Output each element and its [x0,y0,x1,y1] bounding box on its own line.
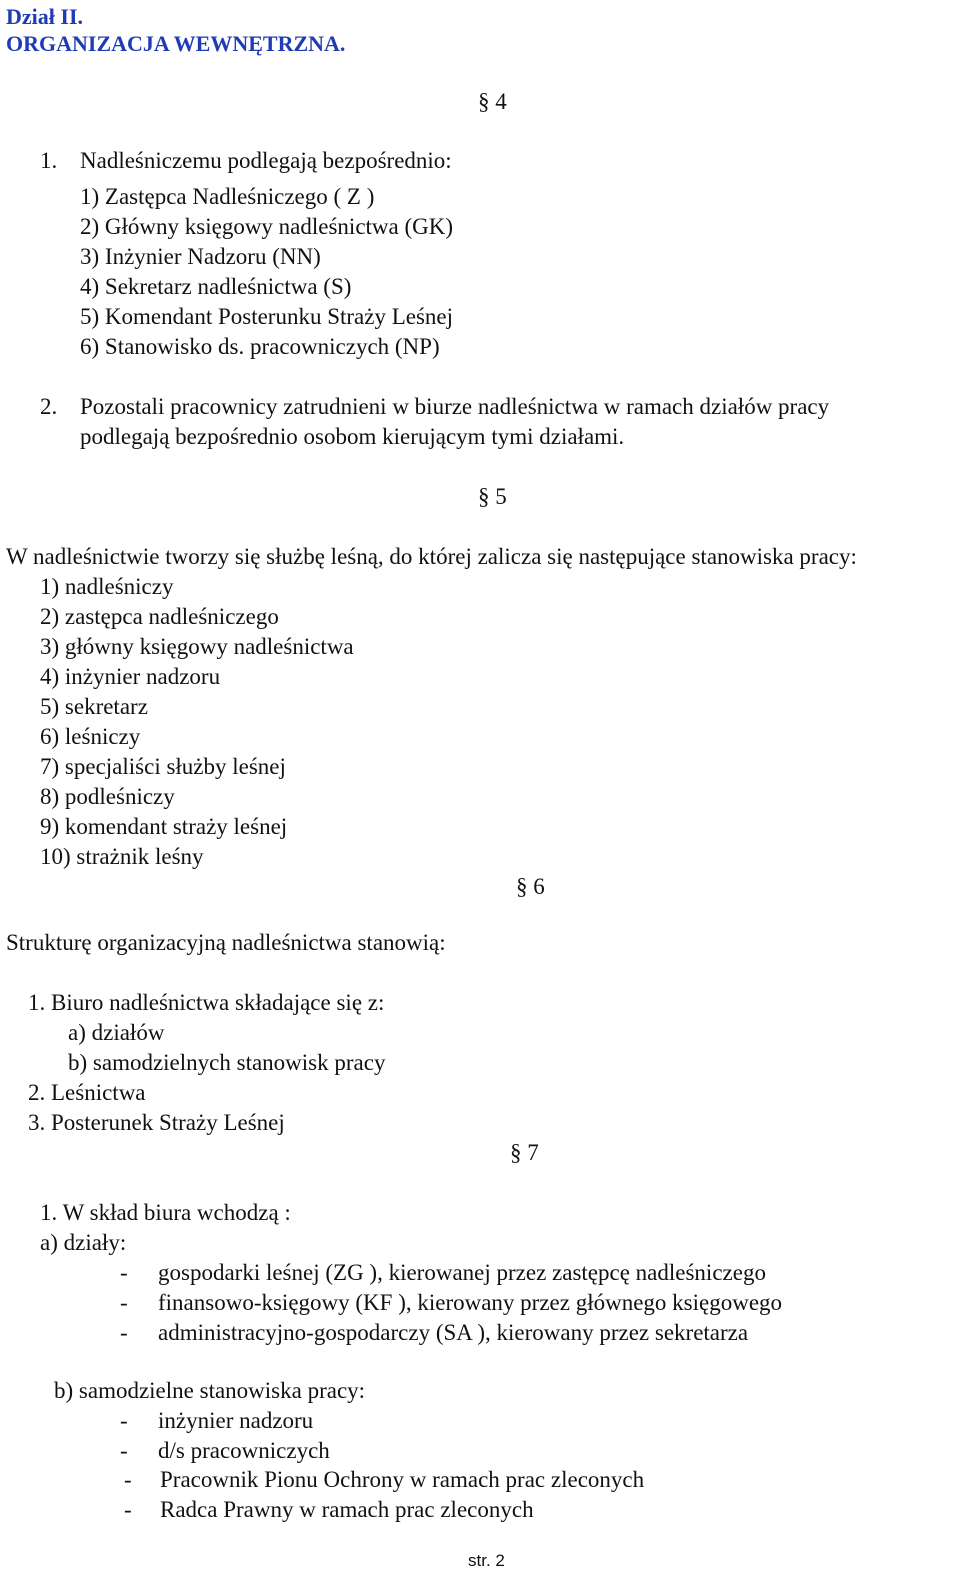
list-item: 6) Stanowisko ds. pracowniczych (NP) [80,334,440,359]
paragraph-mark-7: § 7 [510,1140,539,1165]
dash-bullet: - [120,1290,128,1315]
dash-bullet: - [124,1497,132,1522]
point-text: 1. W skład biura wchodzą : [40,1200,291,1225]
list-subitem: inżynier nadzoru [158,1408,314,1433]
list-item: 2) zastępca nadleśniczego [40,604,279,629]
section-heading: Dział II. [6,4,83,29]
list-subitem: gospodarki leśnej (ZG ), kierowanej przez zastępcę nadleśniczego [158,1260,766,1285]
dash-bullet: - [120,1260,128,1285]
dash-bullet: - [120,1438,128,1463]
list-item: 1) nadleśniczy [40,574,174,599]
list-subitem: finansowo-księgowy (KF ), kierowany przez głównego księgowego [158,1290,783,1315]
list-item: 2) Główny księgowy nadleśnictwa (GK) [80,214,454,239]
paragraph-mark-4: § 4 [478,89,507,114]
list-item: 9) komendant straży leśnej [40,814,288,839]
list-item: 5) Komendant Posterunku Straży Leśnej [80,304,454,329]
list-subitem: a) działów [68,1020,165,1045]
section-title: ORGANIZACJA WEWNĘTRZNA. [6,31,346,56]
list-item: 7) specjaliści służby leśnej [40,754,286,779]
list-item: 3) główny księgowy nadleśnictwa [40,634,354,659]
point-text: Nadleśniczemu podlegają bezpośrednio: [80,148,452,173]
point-text: Pozostali pracownicy zatrudnieni w biurze nadleśnictwa w ramach działów pracy [80,394,830,419]
list-item: 6) leśniczy [40,724,141,749]
list-subitem: Pracownik Pionu Ochrony w ramach prac zleconych [160,1467,645,1492]
page-number: str. 2 [468,1551,505,1570]
list-subitem: b) samodzielnych stanowisk pracy [68,1050,386,1075]
list-item: 3) Inżynier Nadzoru (NN) [80,244,321,269]
list-item: 1. Biuro nadleśnictwa składające się z: [28,990,385,1015]
paragraph-mark-6: § 6 [516,874,545,899]
list-item: 4) Sekretarz nadleśnictwa (S) [80,274,352,299]
list-item: b) samodzielne stanowiska pracy: [54,1378,366,1403]
dash-bullet: - [124,1467,132,1492]
list-item: 10) strażnik leśny [40,844,204,869]
list-subitem: administracyjno-gospodarczy (SA ), kierowany przez sekretarza [158,1320,749,1345]
point-number: 1. [40,148,58,173]
dash-bullet: - [120,1408,128,1433]
list-subitem: d/s pracowniczych [158,1438,330,1463]
list-item: a) działy: [40,1230,127,1255]
list-item: 2. Leśnictwa [28,1080,146,1105]
point-text: podlegają bezpośrednio osobom kierującym tymi działami. [80,424,625,449]
point-number: 2. [40,394,58,419]
list-subitem: Radca Prawny w ramach prac zleconych [160,1497,534,1522]
list-item: 4) inżynier nadzoru [40,664,221,689]
list-item: 8) podleśniczy [40,784,175,809]
paragraph-intro: W nadleśnictwie tworzy się służbę leśną, do której zalicza się następujące stanowiska pracy: [6,544,857,569]
paragraph-intro: Strukturę organizacyjną nadleśnictwa stanowią: [6,930,446,955]
list-item: 1) Zastępca Nadleśniczego ( Z ) [80,184,375,209]
list-item: 3. Posterunek Straży Leśnej [28,1110,285,1135]
paragraph-mark-5: § 5 [478,484,507,509]
list-item: 5) sekretarz [40,694,148,719]
dash-bullet: - [120,1320,128,1345]
